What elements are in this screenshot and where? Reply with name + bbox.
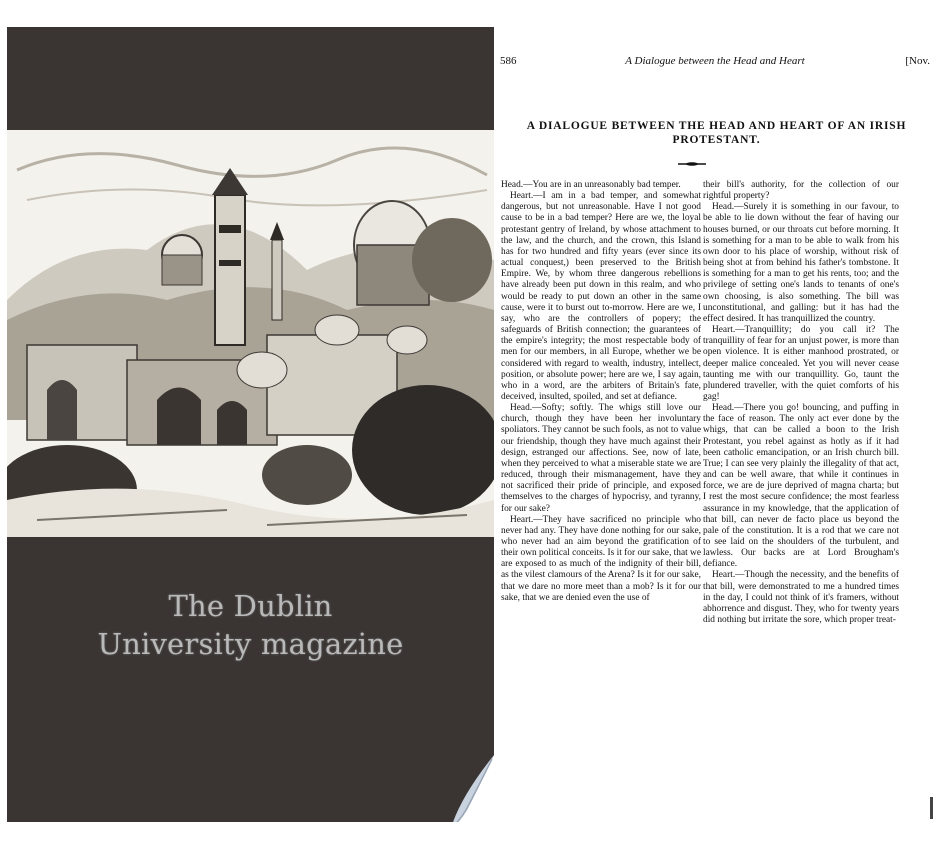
paragraph: Heart.—They have sacrificed no principle who never had any. They have done nothing for our sake, who never had an aim beyond the gratification of their own political conceits. Is it for our sake, that we are exposed to as much of the indignity of their bill, as the vilest clamours of the Arena? Is it for our sake, that we dare no more meet than a mob? Is it for our sake, that we are denied even the use of: [501, 514, 701, 603]
paragraph: Head.—Softy; softly. The whigs still love our church, though they have been her involuntary spoliators. They cannot be such fools, as not to value our friendship, though they have much against their design, estranged our affections. See, now of late, when they perceived to what a miserable state we are reduced, through their mismanagement, have they not sacrificed their pride of principle, and exposed themselves to the charges of hypocrisy, and tyranny, for our sake?: [501, 403, 701, 514]
cover-title-line1: The Dublin: [168, 589, 333, 623]
cover-title: [7, 587, 494, 663]
paragraph: their bill's authority, for the collection of our rightful property?: [703, 180, 899, 202]
paragraph: Head.—You are in an unreasonably bad temper.: [501, 180, 681, 190]
paragraph: Head.—There you go! bouncing, and puffing in the face of reason. The only act ever done by the whigs, that can be called a boon to the Irish Protestant, you rebel against as hotly as if it had been catholic emancipation, or an Irish church bill. True; I can see very plainly the illegality of that act, and can be well aware, that while it continues in force, we are de jure deprived of magna charta; but I rest the most secure confidence; the most fearless assurance in my knowledge, that the application of that bill, can never de facto place us beyond the pale of the constitution. It is a rod that we care not to see laid on the shoulders of the turbulent, and lawless. Our backs are at Lord Brougham's defiance.: [703, 403, 899, 570]
cover-title-line2: University magazine: [97, 627, 404, 661]
paragraph: Heart.—I am in a bad temper, and somewhat dangerous, but not unreasonable. Have I not good cause to be in a bad temper? Here are we, the loyal protestant gentry of Ireland, by whose attachment to the law, and the church, and the crown, this Island has for two hundred and fifty years (ever since its actual conquest,) been preserved to the British Empire. We, by whom three dangerous rebellions have already been put down in this realm, and who would be ready to put down an other in the same cause, were it to burst out to-morrow. Here are we, I say, who are the controllers of popery; the safeguards of British connection; the guarantees of the empire's integrity; the most respectable body of men for our members, in all Europe, whether we be considered with regard to wealth, industry, intellect, position, or absolute power; here are we, I say again, who in a word, are the arbiters of Britain's fate, deceived, insulted, spoiled, and set at defiance.: [501, 191, 701, 402]
paragraph: Heart.—Though the necessity, and the benefits of that bill, were demonstrated to me a hundred times in the day, I could not think of it's framers, without abhorrence and disgust. They, who for twenty years did nothing but irritate the sore, which proper treat-: [703, 570, 899, 626]
running-date: [Nov.: [905, 55, 930, 67]
paragraph: Head.—Surely it is something in our favour, to be able to lie down without the fear of having our houses burned, or our throats cut before morning. It is something for a man to be able to walk from his own door to his place of worship, without risk of being shot at from behind his father's tombstone. It is something for a man to get his rents, too; and the privilege of setting one's lands to tenants of one's own choosing, is also something. The bill was unconstitutional, and galling: but it has had the effect desired. It has tranquillized the country.: [703, 202, 899, 324]
text-column-right: [703, 180, 899, 626]
page-number: 586: [500, 55, 517, 67]
scrollbar[interactable]: [930, 797, 933, 819]
document-page: [497, 27, 936, 822]
paragraph: Heart.—Tranquillity; do you call it? The tranquillity of fear for an unjust power, is more than open violence. It is either manhood prostrated, or deeper malice concealed. Yet you will never cease taunting me with our tranquillity. Go, taunt the plundered traveller, with the quiet comforts of his gag!: [703, 325, 899, 402]
running-head: [500, 53, 930, 69]
article-title: A DIALOGUE BETWEEN THE HEAD AND HEART OF AN IRISH PROTESTANT.: [526, 120, 907, 146]
running-title: A Dialogue between the Head and Heart: [625, 55, 805, 67]
magazine-cover: [7, 27, 494, 822]
text-column-left: [501, 180, 701, 604]
title-ornament: [678, 162, 706, 166]
page-curl-icon[interactable]: [422, 755, 494, 822]
cover-illustration: [7, 130, 494, 537]
